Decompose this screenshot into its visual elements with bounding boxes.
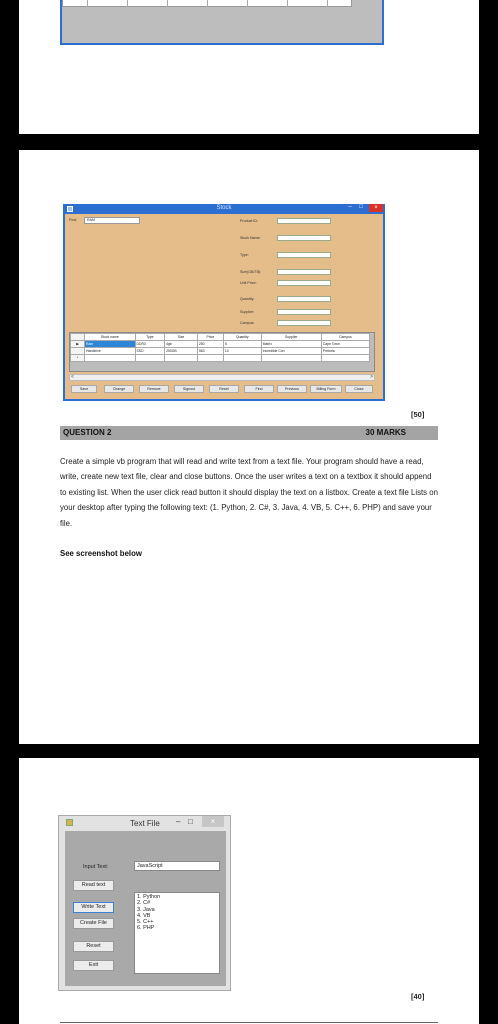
row-marker: ▶ [71, 341, 85, 348]
stock-name-label: Stock Name: [240, 236, 261, 240]
grid-row-header [71, 334, 85, 341]
previous-grid-row [62, 0, 352, 7]
scroll-left-icon[interactable]: < [71, 374, 74, 380]
list-item[interactable]: 3. Java [137, 906, 155, 913]
supplier-label: Supplier: [240, 310, 255, 314]
grid-cell[interactable] [321, 355, 369, 362]
signout-button[interactable]: Signout [174, 385, 204, 393]
change-button[interactable]: Change [104, 385, 134, 393]
list-item[interactable]: 5. C++ [137, 919, 154, 926]
create-file-button[interactable]: Create File [73, 918, 114, 929]
campus-input[interactable] [277, 320, 331, 326]
campus-label: Campus: [240, 321, 255, 325]
stock-window-screenshot [63, 204, 385, 401]
type-input[interactable] [277, 252, 331, 258]
horizontal-scrollbar[interactable] [69, 374, 375, 381]
grid-cell[interactable]: DDR3 [135, 341, 165, 348]
size-label: Size(GB/TB): [240, 270, 262, 274]
marks-q2: [40] [411, 992, 425, 1001]
grid-cell[interactable]: SSD [135, 348, 165, 355]
quantity-input[interactable] [277, 296, 331, 302]
product-id-input[interactable] [277, 218, 331, 224]
textfile-title-bar [59, 816, 230, 829]
table-row[interactable] [71, 355, 370, 362]
stock-button-row [69, 385, 375, 395]
text-listbox[interactable] [134, 892, 220, 974]
list-item[interactable]: 6. PHP [137, 925, 155, 932]
document-page-1 [19, 0, 479, 134]
grid-cell[interactable] [223, 355, 261, 362]
list-item[interactable]: 2. C# [137, 900, 151, 907]
grid-header-row [71, 334, 370, 341]
close-button[interactable]: Close [345, 385, 373, 393]
document-page-3 [19, 758, 479, 1024]
minimize-icon[interactable]: – [176, 817, 181, 826]
textfile-window-screenshot [58, 815, 231, 991]
scroll-right-icon[interactable]: > [370, 374, 373, 380]
question-body: Create a simple vb program that will read and write text from a text file. Your program should have a read, write, create new text file, clear and close buttons. Once the user writes a text on a textbox it should append to existing list. When the user click read button it should display the text on a listbox. Create a text file Lists on your desktop after typing the following text: (1. Python, 2. C#, 3. Java, 4. VB, 5. C++, 6. PHP) and save your file. [60, 457, 438, 528]
grid-cell[interactable]: Harddrive [85, 348, 136, 355]
question-marks: 30 MARKS [365, 428, 406, 437]
column-header[interactable]: Quantity [223, 334, 261, 341]
input-text-field[interactable]: JavaScript [134, 861, 220, 871]
grid-cell[interactable] [135, 355, 165, 362]
reset-button[interactable]: Reset [209, 385, 239, 393]
size-input[interactable] [277, 269, 331, 275]
question-number: QUESTION 2 [63, 428, 112, 437]
column-header[interactable]: Stock name [85, 334, 136, 341]
grid-cell[interactable] [165, 355, 198, 362]
grid-cell[interactable]: 5 [223, 341, 261, 348]
grid-cell[interactable]: Incredible Con [261, 348, 321, 355]
column-header[interactable]: Supplier [261, 334, 321, 341]
stock-data-grid[interactable] [69, 332, 375, 372]
close-icon[interactable]: × [369, 204, 383, 212]
supplier-input[interactable] [277, 309, 331, 315]
quantity-label: Quantity: [240, 297, 255, 301]
document-page-2 [19, 150, 479, 744]
billing-form-button[interactable]: Billing Form [310, 385, 342, 393]
previous-button[interactable]: Previous [277, 385, 307, 393]
type-label: Type: [240, 253, 249, 257]
divider [60, 1022, 438, 1023]
see-screenshot-note: See screenshot below [60, 549, 142, 558]
maximize-icon[interactable]: □ [359, 204, 363, 210]
stock-title-bar [63, 204, 385, 214]
grid-cell[interactable]: 4gb [165, 341, 198, 348]
grid-cell[interactable]: 250 [197, 341, 223, 348]
stock-form-body [65, 214, 383, 399]
reset-button[interactable]: Reset [73, 941, 114, 952]
grid-cell[interactable]: Pretoria [321, 348, 369, 355]
product-id-label: Product ID: [240, 219, 258, 223]
grid-cell[interactable]: Cape Town [321, 341, 369, 348]
column-header[interactable]: Type [135, 334, 165, 341]
column-header[interactable]: Price [197, 334, 223, 341]
find-button[interactable]: Find [244, 385, 274, 393]
input-text-label: Input Text: [83, 864, 109, 870]
grid-cell[interactable]: 563 [197, 348, 223, 355]
table-row[interactable] [71, 341, 370, 348]
write-text-button[interactable]: Write Text [73, 902, 114, 913]
grid-cell[interactable] [85, 355, 136, 362]
find-label: Find: [69, 218, 77, 222]
unit-price-label: Unit Price: [240, 281, 257, 285]
textfile-form-body [65, 831, 226, 986]
marks-q1: [50] [411, 410, 425, 419]
app-icon [66, 819, 73, 826]
grid-cell[interactable] [197, 355, 223, 362]
remove-button[interactable]: Remove [139, 385, 169, 393]
stock-name-input[interactable] [277, 235, 331, 241]
list-item[interactable]: 1. Python [137, 894, 161, 900]
grid-cell[interactable]: Matrix [261, 341, 321, 348]
find-input[interactable]: RAM [84, 217, 140, 224]
grid-cell[interactable]: 250GB [165, 348, 198, 355]
grid-cell[interactable]: Ram [85, 341, 136, 348]
grid-cell[interactable]: 10 [223, 348, 261, 355]
unit-price-input[interactable] [277, 280, 331, 286]
maximize-icon[interactable]: □ [188, 817, 193, 826]
question-header [60, 426, 438, 440]
row-marker [71, 348, 85, 355]
grid-cell[interactable] [261, 355, 321, 362]
save-button[interactable]: Save [71, 385, 97, 393]
row-marker: * [71, 355, 85, 362]
stock-window-title: Stock [216, 205, 232, 211]
close-icon[interactable]: × [202, 816, 224, 827]
list-item[interactable]: 4. VB [137, 912, 151, 919]
table-row[interactable] [71, 348, 370, 355]
previous-window-partial [60, 0, 384, 45]
column-header[interactable]: Campus [321, 334, 369, 341]
textfile-window-title: Text File [130, 819, 160, 828]
previous-grid-area [62, 0, 382, 43]
column-header[interactable]: Size [165, 334, 198, 341]
read-text-button[interactable]: Read text [73, 880, 114, 891]
exit-button[interactable]: Exit [73, 960, 114, 971]
minimize-icon[interactable]: – [348, 204, 352, 210]
